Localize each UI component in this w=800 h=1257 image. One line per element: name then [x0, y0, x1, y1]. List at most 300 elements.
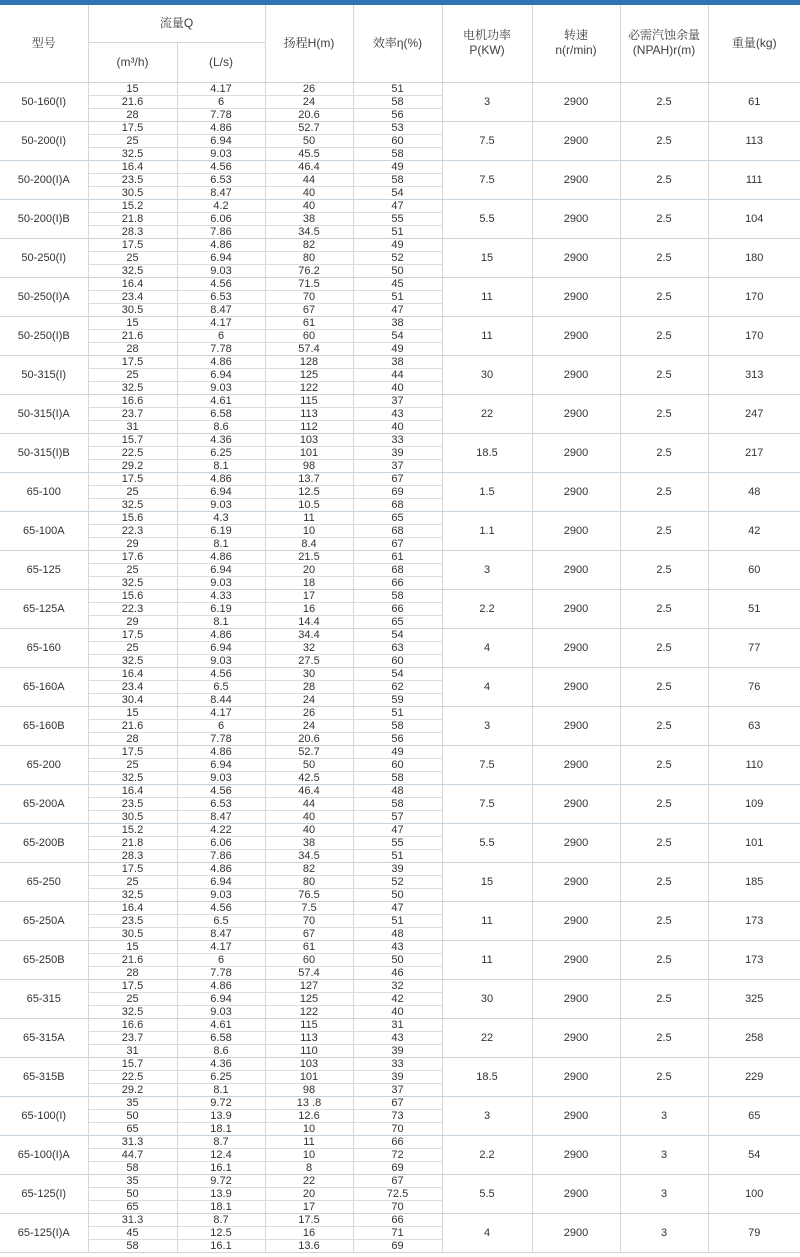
head-cell: 67: [265, 927, 353, 940]
npsh-cell: 2.5: [620, 355, 708, 394]
npsh-cell: 2.5: [620, 550, 708, 589]
flow-ls-cell: 4.36: [177, 1057, 265, 1070]
head-cell: 16: [265, 602, 353, 615]
table-row: [0, 1135, 800, 1148]
flow-m3h-cell: 16.4: [88, 160, 177, 173]
flow-m3h-cell: 17.5: [88, 121, 177, 134]
flow-m3h-cell: 35: [88, 1096, 177, 1109]
flow-ls-cell: 4.2: [177, 199, 265, 212]
efficiency-cell: 72: [353, 1148, 442, 1161]
flow-ls-cell: 6.94: [177, 641, 265, 654]
flow-ls-cell: 4.17: [177, 940, 265, 953]
weight-cell: 173: [708, 901, 800, 940]
power-cell: 11: [442, 316, 532, 355]
table-row: [0, 589, 800, 602]
flow-ls-cell: 6.94: [177, 134, 265, 147]
flow-ls-cell: 8.6: [177, 420, 265, 433]
speed-cell: 2900: [532, 82, 620, 121]
efficiency-cell: 59: [353, 693, 442, 706]
speed-cell: 2900: [532, 1213, 620, 1252]
flow-m3h-cell: 23.7: [88, 407, 177, 420]
weight-cell: 65: [708, 1096, 800, 1135]
flow-m3h-cell: 15.7: [88, 433, 177, 446]
flow-m3h-cell: 15: [88, 82, 177, 95]
flow-m3h-cell: 32.5: [88, 498, 177, 511]
model-cell: 65-250: [0, 862, 88, 901]
flow-m3h-cell: 25: [88, 251, 177, 264]
flow-ls-cell: 4.86: [177, 628, 265, 641]
flow-ls-cell: 16.1: [177, 1239, 265, 1252]
npsh-cell: 2.5: [620, 1018, 708, 1057]
weight-cell: 104: [708, 199, 800, 238]
flow-m3h-cell: 21.6: [88, 95, 177, 108]
efficiency-cell: 43: [353, 940, 442, 953]
head-cell: 76.5: [265, 888, 353, 901]
weight-cell: 217: [708, 433, 800, 472]
npsh-cell: 2.5: [620, 940, 708, 979]
flow-ls-cell: 9.03: [177, 654, 265, 667]
flow-m3h-cell: 31.3: [88, 1135, 177, 1148]
flow-ls-cell: 4.86: [177, 238, 265, 251]
flow-ls-cell: 6.94: [177, 485, 265, 498]
flow-ls-cell: 8.47: [177, 927, 265, 940]
flow-m3h-cell: 21.6: [88, 329, 177, 342]
power-cell: 7.5: [442, 121, 532, 160]
head-cell: 32: [265, 641, 353, 654]
model-cell: 65-160: [0, 628, 88, 667]
head-cell: 61: [265, 316, 353, 329]
efficiency-cell: 55: [353, 836, 442, 849]
flow-m3h-cell: 25: [88, 485, 177, 498]
speed-cell: 2900: [532, 355, 620, 394]
flow-m3h-cell: 22.3: [88, 602, 177, 615]
table-row: [0, 316, 800, 329]
table-row: [0, 121, 800, 134]
weight-cell: 79: [708, 1213, 800, 1252]
flow-m3h-cell: 23.5: [88, 173, 177, 186]
efficiency-cell: 48: [353, 927, 442, 940]
table-body: [0, 82, 800, 1252]
efficiency-cell: 58: [353, 95, 442, 108]
flow-ls-cell: 4.17: [177, 316, 265, 329]
npsh-cell: 2.5: [620, 589, 708, 628]
efficiency-cell: 47: [353, 823, 442, 836]
flow-m3h-cell: 16.6: [88, 1018, 177, 1031]
flow-ls-cell: 6.19: [177, 602, 265, 615]
power-cell: 7.5: [442, 784, 532, 823]
power-cell: 4: [442, 1213, 532, 1252]
flow-ls-cell: 16.1: [177, 1161, 265, 1174]
npsh-cell: 2.5: [620, 238, 708, 277]
head-cell: 22: [265, 1174, 353, 1187]
head-cell: 17.5: [265, 1213, 353, 1226]
efficiency-cell: 39: [353, 862, 442, 875]
power-cell: 3: [442, 82, 532, 121]
speed-cell: 2900: [532, 1174, 620, 1213]
flow-ls-cell: 4.33: [177, 589, 265, 602]
flow-m3h-cell: 23.4: [88, 680, 177, 693]
flow-m3h-cell: 21.6: [88, 953, 177, 966]
head-cell: 61: [265, 940, 353, 953]
head-cell: 12.5: [265, 485, 353, 498]
flow-m3h-cell: 15: [88, 316, 177, 329]
model-cell: 50-315(I): [0, 355, 88, 394]
speed-cell: 2900: [532, 823, 620, 862]
flow-ls-cell: 4.17: [177, 706, 265, 719]
npsh-cell: 2.5: [620, 433, 708, 472]
flow-ls-cell: 7.78: [177, 108, 265, 121]
flow-m3h-cell: 32.5: [88, 771, 177, 784]
flow-m3h-cell: 21.8: [88, 836, 177, 849]
flow-ls-cell: 8.6: [177, 1044, 265, 1057]
head-cell: 20: [265, 1187, 353, 1200]
efficiency-cell: 39: [353, 1070, 442, 1083]
head-cell: 20: [265, 563, 353, 576]
flow-m3h-cell: 28.3: [88, 225, 177, 238]
weight-cell: 61: [708, 82, 800, 121]
npsh-cell: 3: [620, 1213, 708, 1252]
efficiency-cell: 51: [353, 849, 442, 862]
table-row: [0, 784, 800, 797]
head-cell: 40: [265, 199, 353, 212]
power-cell: 5.5: [442, 1174, 532, 1213]
head-cell: 44: [265, 173, 353, 186]
npsh-cell: 2.5: [620, 160, 708, 199]
weight-cell: 173: [708, 940, 800, 979]
table-row: [0, 667, 800, 680]
efficiency-cell: 44: [353, 368, 442, 381]
flow-ls-cell: 4.86: [177, 745, 265, 758]
flow-m3h-cell: 28: [88, 108, 177, 121]
efficiency-cell: 68: [353, 524, 442, 537]
flow-m3h-cell: 58: [88, 1161, 177, 1174]
flow-m3h-cell: 15.6: [88, 589, 177, 602]
efficiency-cell: 66: [353, 576, 442, 589]
flow-ls-cell: 6.53: [177, 797, 265, 810]
head-cell: 46.4: [265, 784, 353, 797]
head-cell: 112: [265, 420, 353, 433]
efficiency-cell: 37: [353, 459, 442, 472]
flow-ls-cell: 8.44: [177, 693, 265, 706]
head-cell: 52.7: [265, 745, 353, 758]
table-row: [0, 706, 800, 719]
head-cell: 26: [265, 82, 353, 95]
header-flow-group: 流量Q: [88, 5, 265, 42]
header-power-line2: P(KW): [469, 43, 505, 58]
efficiency-cell: 68: [353, 498, 442, 511]
efficiency-cell: 50: [353, 888, 442, 901]
speed-cell: 2900: [532, 667, 620, 706]
flow-m3h-cell: 28: [88, 342, 177, 355]
table-row: [0, 862, 800, 875]
header-model: 型号: [0, 5, 88, 82]
npsh-cell: 2.5: [620, 1057, 708, 1096]
flow-m3h-cell: 29: [88, 537, 177, 550]
header-efficiency: 效率η(%): [353, 5, 442, 82]
speed-cell: 2900: [532, 199, 620, 238]
efficiency-cell: 58: [353, 797, 442, 810]
flow-ls-cell: 7.78: [177, 732, 265, 745]
efficiency-cell: 38: [353, 355, 442, 368]
efficiency-cell: 39: [353, 1044, 442, 1057]
head-cell: 11: [265, 1135, 353, 1148]
flow-m3h-cell: 50: [88, 1109, 177, 1122]
npsh-cell: 3: [620, 1135, 708, 1174]
flow-ls-cell: 9.03: [177, 1005, 265, 1018]
head-cell: 46.4: [265, 160, 353, 173]
model-cell: 65-100A: [0, 511, 88, 550]
table-row: [0, 745, 800, 758]
weight-cell: 325: [708, 979, 800, 1018]
weight-cell: 111: [708, 160, 800, 199]
npsh-cell: 2.5: [620, 277, 708, 316]
power-cell: 11: [442, 277, 532, 316]
head-cell: 45.5: [265, 147, 353, 160]
pump-spec-table: [0, 5, 800, 1253]
model-cell: 50-250(I)A: [0, 277, 88, 316]
efficiency-cell: 58: [353, 147, 442, 160]
model-cell: 65-125A: [0, 589, 88, 628]
efficiency-cell: 37: [353, 394, 442, 407]
head-cell: 40: [265, 186, 353, 199]
flow-m3h-cell: 23.7: [88, 1031, 177, 1044]
flow-m3h-cell: 17.5: [88, 472, 177, 485]
efficiency-cell: 54: [353, 667, 442, 680]
speed-cell: 2900: [532, 316, 620, 355]
flow-m3h-cell: 32.5: [88, 888, 177, 901]
flow-ls-cell: 9.03: [177, 147, 265, 160]
header-head: 扬程H(m): [265, 5, 353, 82]
table-row: [0, 823, 800, 836]
flow-m3h-cell: 28.3: [88, 849, 177, 862]
flow-ls-cell: 12.5: [177, 1226, 265, 1239]
table-row: [0, 979, 800, 992]
flow-m3h-cell: 45: [88, 1226, 177, 1239]
flow-ls-cell: 4.17: [177, 82, 265, 95]
efficiency-cell: 58: [353, 173, 442, 186]
flow-m3h-cell: 16.4: [88, 277, 177, 290]
flow-ls-cell: 9.03: [177, 576, 265, 589]
table-row: [0, 82, 800, 95]
efficiency-cell: 58: [353, 719, 442, 732]
table-row: [0, 472, 800, 485]
efficiency-cell: 56: [353, 732, 442, 745]
efficiency-cell: 33: [353, 433, 442, 446]
power-cell: 11: [442, 940, 532, 979]
speed-cell: 2900: [532, 238, 620, 277]
flow-m3h-cell: 17.5: [88, 628, 177, 641]
weight-cell: 76: [708, 667, 800, 706]
npsh-cell: 2.5: [620, 394, 708, 433]
flow-m3h-cell: 25: [88, 641, 177, 654]
speed-cell: 2900: [532, 1135, 620, 1174]
flow-ls-cell: 6.06: [177, 836, 265, 849]
efficiency-cell: 39: [353, 446, 442, 459]
efficiency-cell: 51: [353, 914, 442, 927]
flow-m3h-cell: 29.2: [88, 459, 177, 472]
flow-m3h-cell: 25: [88, 875, 177, 888]
table-row: [0, 1096, 800, 1109]
speed-cell: 2900: [532, 745, 620, 784]
header-npsh-line2: (NPAH)r(m): [632, 43, 696, 58]
head-cell: 7.5: [265, 901, 353, 914]
model-cell: 65-125(I)A: [0, 1213, 88, 1252]
efficiency-cell: 54: [353, 329, 442, 342]
head-cell: 12.6: [265, 1109, 353, 1122]
efficiency-cell: 47: [353, 199, 442, 212]
flow-m3h-cell: 32.5: [88, 576, 177, 589]
head-cell: 103: [265, 433, 353, 446]
model-cell: 65-160B: [0, 706, 88, 745]
head-cell: 115: [265, 1018, 353, 1031]
table-row: [0, 199, 800, 212]
flow-m3h-cell: 65: [88, 1200, 177, 1213]
flow-m3h-cell: 58: [88, 1239, 177, 1252]
efficiency-cell: 66: [353, 602, 442, 615]
head-cell: 57.4: [265, 342, 353, 355]
flow-m3h-cell: 15: [88, 706, 177, 719]
efficiency-cell: 65: [353, 615, 442, 628]
flow-ls-cell: 7.86: [177, 849, 265, 862]
model-cell: 65-100(I)A: [0, 1135, 88, 1174]
model-cell: 50-250(I): [0, 238, 88, 277]
speed-cell: 2900: [532, 706, 620, 745]
flow-ls-cell: 6.5: [177, 914, 265, 927]
npsh-cell: 2.5: [620, 82, 708, 121]
weight-cell: 60: [708, 550, 800, 589]
power-cell: 30: [442, 979, 532, 1018]
flow-m3h-cell: 29: [88, 615, 177, 628]
speed-cell: 2900: [532, 589, 620, 628]
model-cell: 65-100(I): [0, 1096, 88, 1135]
head-cell: 13.7: [265, 472, 353, 485]
flow-m3h-cell: 23.5: [88, 914, 177, 927]
flow-m3h-cell: 50: [88, 1187, 177, 1200]
efficiency-cell: 73: [353, 1109, 442, 1122]
head-cell: 82: [265, 862, 353, 875]
flow-ls-cell: 8.1: [177, 1083, 265, 1096]
npsh-cell: 2.5: [620, 511, 708, 550]
flow-m3h-cell: 30.5: [88, 810, 177, 823]
power-cell: 2.2: [442, 1135, 532, 1174]
flow-ls-cell: 13.9: [177, 1187, 265, 1200]
head-cell: 52.7: [265, 121, 353, 134]
efficiency-cell: 63: [353, 641, 442, 654]
flow-ls-cell: 9.03: [177, 888, 265, 901]
head-cell: 30: [265, 667, 353, 680]
model-cell: 50-200(I)A: [0, 160, 88, 199]
efficiency-cell: 40: [353, 1005, 442, 1018]
head-cell: 24: [265, 719, 353, 732]
flow-m3h-cell: 31: [88, 1044, 177, 1057]
flow-ls-cell: 4.61: [177, 1018, 265, 1031]
flow-m3h-cell: 25: [88, 758, 177, 771]
power-cell: 5.5: [442, 199, 532, 238]
npsh-cell: 2.5: [620, 862, 708, 901]
head-cell: 57.4: [265, 966, 353, 979]
flow-m3h-cell: 23.4: [88, 290, 177, 303]
flow-ls-cell: 6.94: [177, 758, 265, 771]
head-cell: 70: [265, 914, 353, 927]
flow-m3h-cell: 15.2: [88, 823, 177, 836]
model-cell: 65-250A: [0, 901, 88, 940]
speed-cell: 2900: [532, 628, 620, 667]
efficiency-cell: 47: [353, 901, 442, 914]
flow-m3h-cell: 25: [88, 368, 177, 381]
npsh-cell: 2.5: [620, 784, 708, 823]
flow-ls-cell: 12.4: [177, 1148, 265, 1161]
model-cell: 65-315A: [0, 1018, 88, 1057]
head-cell: 10: [265, 1148, 353, 1161]
flow-ls-cell: 6: [177, 719, 265, 732]
flow-ls-cell: 6.25: [177, 446, 265, 459]
weight-cell: 42: [708, 511, 800, 550]
speed-cell: 2900: [532, 784, 620, 823]
weight-cell: 113: [708, 121, 800, 160]
flow-ls-cell: 18.1: [177, 1200, 265, 1213]
table-row: [0, 1057, 800, 1070]
head-cell: 17: [265, 589, 353, 602]
flow-ls-cell: 8.47: [177, 303, 265, 316]
flow-m3h-cell: 30.5: [88, 927, 177, 940]
efficiency-cell: 52: [353, 875, 442, 888]
flow-ls-cell: 6.06: [177, 212, 265, 225]
flow-ls-cell: 6: [177, 95, 265, 108]
efficiency-cell: 54: [353, 628, 442, 641]
head-cell: 26: [265, 706, 353, 719]
efficiency-cell: 47: [353, 303, 442, 316]
efficiency-cell: 67: [353, 472, 442, 485]
head-cell: 40: [265, 810, 353, 823]
efficiency-cell: 37: [353, 1083, 442, 1096]
flow-m3h-cell: 15.2: [88, 199, 177, 212]
efficiency-cell: 51: [353, 82, 442, 95]
flow-ls-cell: 7.78: [177, 966, 265, 979]
flow-ls-cell: 8.1: [177, 537, 265, 550]
table-header: [0, 5, 800, 82]
flow-m3h-cell: 44.7: [88, 1148, 177, 1161]
flow-m3h-cell: 17.5: [88, 238, 177, 251]
head-cell: 76.2: [265, 264, 353, 277]
weight-cell: 77: [708, 628, 800, 667]
flow-ls-cell: 9.03: [177, 498, 265, 511]
head-cell: 34.4: [265, 628, 353, 641]
efficiency-cell: 65: [353, 511, 442, 524]
flow-ls-cell: 7.78: [177, 342, 265, 355]
head-cell: 24: [265, 693, 353, 706]
efficiency-cell: 40: [353, 420, 442, 433]
table-row: [0, 277, 800, 290]
efficiency-cell: 51: [353, 706, 442, 719]
flow-m3h-cell: 17.5: [88, 862, 177, 875]
model-cell: 65-125(I): [0, 1174, 88, 1213]
efficiency-cell: 66: [353, 1213, 442, 1226]
flow-ls-cell: 9.03: [177, 264, 265, 277]
efficiency-cell: 49: [353, 745, 442, 758]
flow-ls-cell: 6.94: [177, 563, 265, 576]
weight-cell: 51: [708, 589, 800, 628]
flow-ls-cell: 13.9: [177, 1109, 265, 1122]
flow-ls-cell: 6.94: [177, 251, 265, 264]
flow-ls-cell: 4.36: [177, 433, 265, 446]
head-cell: 8: [265, 1161, 353, 1174]
head-cell: 50: [265, 134, 353, 147]
model-cell: 65-250B: [0, 940, 88, 979]
model-cell: 50-250(I)B: [0, 316, 88, 355]
speed-cell: 2900: [532, 394, 620, 433]
power-cell: 5.5: [442, 823, 532, 862]
efficiency-cell: 49: [353, 342, 442, 355]
